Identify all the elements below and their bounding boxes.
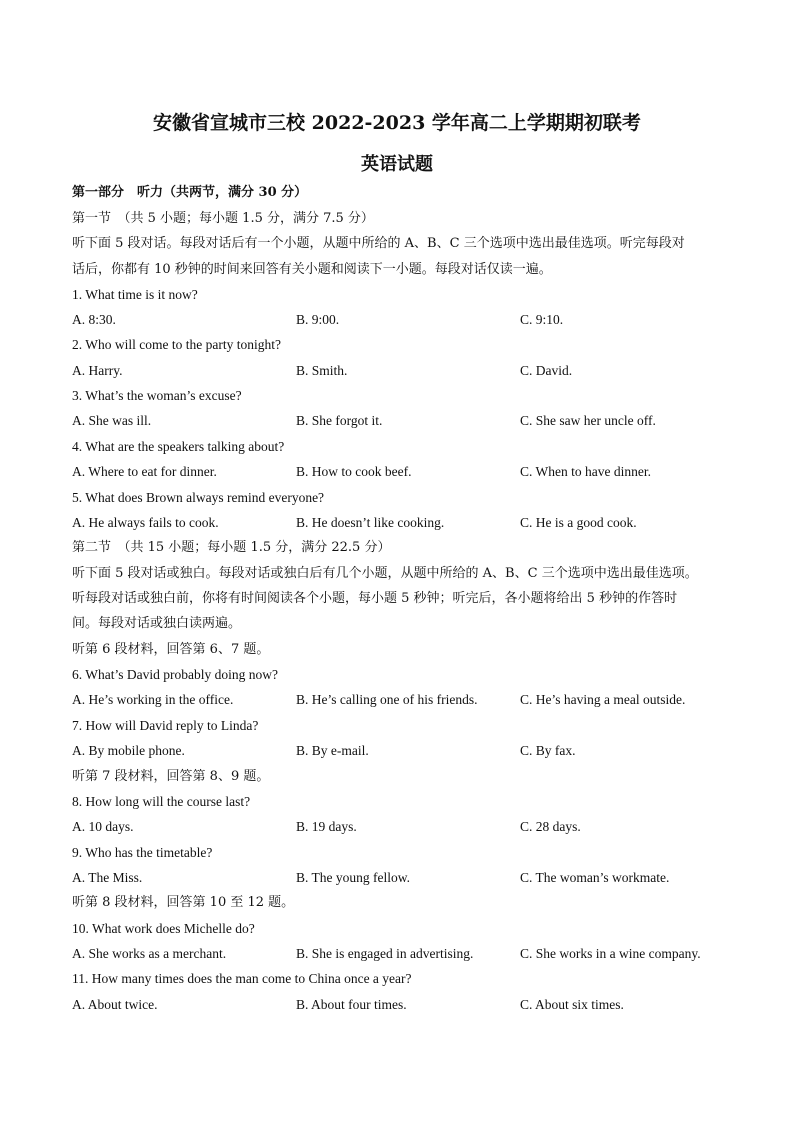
q10-option-c: C. She works in a wine company.: [520, 946, 701, 961]
section1-heading: 第一节 （共 5 小题；每小题 1.5 分，满分 7.5 分）: [72, 211, 374, 226]
q2-option-c: C. David.: [520, 363, 573, 378]
q5-option-a: A. He always fails to cook.: [72, 515, 219, 530]
question-1: 1. What time is it now?: [72, 287, 198, 302]
q6-option-b: B. He’s calling one of his friends.: [296, 692, 478, 707]
material-8-note: 听第 8 段材料，回答第 10 至 12 题。: [72, 895, 295, 910]
q7-option-c: C. By fax.: [520, 743, 576, 758]
section1-instructions-line1: 听下面 5 段对话。每段对话后有一个小题，从题中所给的 A、B、C 三个选项中选出最佳选项。听完每段对: [72, 236, 685, 251]
section2-instructions-line3: 间。每段对话或独白读两遍。: [72, 616, 242, 631]
question-10: 10. What work does Michelle do?: [72, 921, 255, 936]
question-9: 9. Who has the timetable?: [72, 845, 213, 860]
q3-option-a: A. She was ill.: [72, 413, 152, 428]
section2-instructions-line1: 听下面 5 段对话或独白。每段对话或独白后有几个小题，从题中所给的 A、B、C 三个选项中选出最佳选项。: [72, 566, 698, 581]
question-11: 11. How many times does the man come to China once a year?: [72, 971, 412, 986]
q2-option-a: A. Harry.: [72, 363, 123, 378]
question-8: 8. How long will the course last?: [72, 794, 251, 809]
q4-option-c: C. When to have dinner.: [520, 464, 651, 479]
question-4: 4. What are the speakers talking about?: [72, 439, 285, 454]
material-6-note: 听第 6 段材料，回答第 6、7 题。: [72, 642, 270, 657]
material-7-note: 听第 7 段材料，回答第 8、9 题。: [72, 769, 270, 784]
q3-option-b: B. She forgot it.: [296, 413, 383, 428]
q10-option-b: B. She is engaged in advertising.: [296, 946, 474, 961]
q11-option-c: C. About six times.: [520, 997, 624, 1012]
q3-option-c: C. She saw her uncle off.: [520, 413, 656, 428]
exam-title: 安徽省宣城市三校 2022-2023 学年高二上学期期初联考: [153, 112, 641, 134]
q6-option-c: C. He’s having a meal outside.: [520, 692, 686, 707]
q4-option-a: A. Where to eat for dinner.: [72, 464, 217, 479]
q8-option-c: C. 28 days.: [520, 819, 581, 834]
q10-option-a: A. She works as a merchant.: [72, 946, 227, 961]
q1-option-a: A. 8:30.: [72, 312, 116, 327]
q9-option-c: C. The woman’s workmate.: [520, 870, 670, 885]
question-7: 7. How will David reply to Linda?: [72, 718, 259, 733]
q8-option-a: A. 10 days.: [72, 819, 134, 834]
q11-option-a: A. About twice.: [72, 997, 158, 1012]
question-3: 3. What’s the woman’s excuse?: [72, 388, 242, 403]
question-2: 2. Who will come to the party tonight?: [72, 337, 281, 352]
exam-subtitle: 英语试题: [361, 154, 433, 175]
q7-option-b: B. By e-mail.: [296, 743, 369, 758]
q8-option-b: B. 19 days.: [296, 819, 357, 834]
section2-heading: 第二节 （共 15 小题；每小题 1.5 分，满分 22.5 分）: [72, 540, 391, 555]
q5-option-b: B. He doesn’t like cooking.: [296, 515, 445, 530]
q9-option-a: A. The Miss.: [72, 870, 143, 885]
part1-heading: 第一部分 听力（共两节，满分 30 分）: [72, 185, 308, 200]
q1-option-b: B. 9:00.: [296, 312, 340, 327]
q5-option-c: C. He is a good cook.: [520, 515, 637, 530]
q9-option-b: B. The young fellow.: [296, 870, 410, 885]
question-6: 6. What’s David probably doing now?: [72, 667, 278, 682]
q1-option-c: C. 9:10.: [520, 312, 564, 327]
section1-instructions-line2: 话后，你都有 10 秒钟的时间来回答有关小题和阅读下一小题。每段对话仅读一遍。: [72, 262, 552, 277]
q4-option-b: B. How to cook beef.: [296, 464, 412, 479]
section2-instructions-line2: 听每段对话或独白前，你将有时间阅读各个小题，每小题 5 秒钟；听完后，各小题将给出 5 秒钟的作答时: [72, 591, 678, 606]
q6-option-a: A. He’s working in the office.: [72, 692, 234, 707]
q7-option-a: A. By mobile phone.: [72, 743, 185, 758]
question-5: 5. What does Brown always remind everyone?: [72, 490, 325, 505]
q2-option-b: B. Smith.: [296, 363, 348, 378]
q11-option-b: B. About four times.: [296, 997, 407, 1012]
